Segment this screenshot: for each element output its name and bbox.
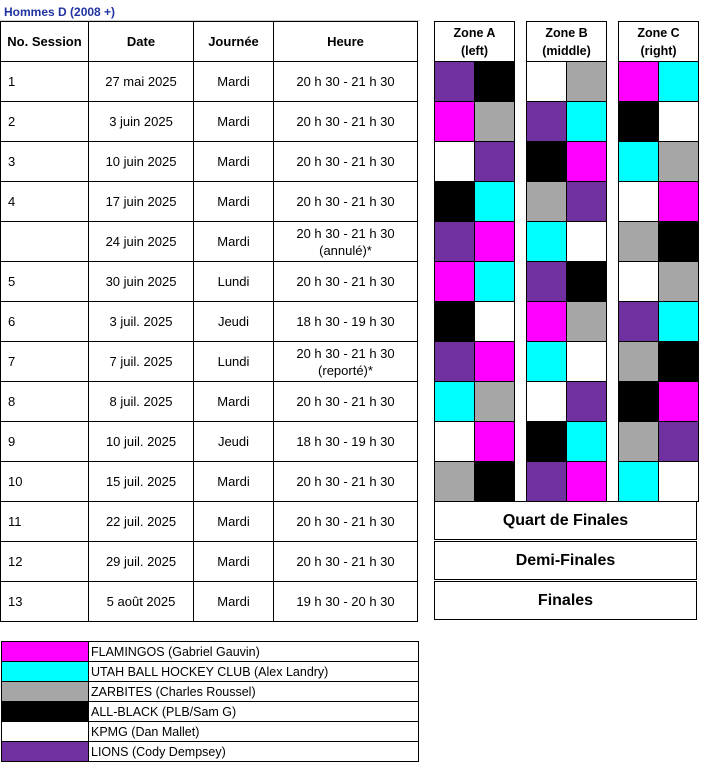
team-color-cell-zarbites xyxy=(619,222,659,262)
session-time-range: 20 h 30 - 21 h 30 xyxy=(296,554,395,569)
session-date: 29 juil. 2025 xyxy=(89,542,194,582)
team-color-cell-flamingos xyxy=(527,302,567,342)
team-color-cell-kpmg xyxy=(475,302,515,342)
session-time-range: 20 h 30 - 21 h 30 xyxy=(296,345,395,361)
header-time: Heure xyxy=(274,22,418,62)
zone-b-table xyxy=(526,21,607,502)
zone-row xyxy=(435,62,515,102)
session-day: Lundi xyxy=(194,262,274,302)
session-time-range: 20 h 30 - 21 h 30 xyxy=(296,194,395,209)
phase-banner: Finales xyxy=(434,581,697,620)
zone-row xyxy=(527,302,607,342)
schedule-row xyxy=(1,502,418,542)
session-time-note: (reporté)* xyxy=(318,362,373,378)
zone-row xyxy=(619,142,699,182)
team-color-cell-flamingos xyxy=(475,422,515,462)
session-time xyxy=(274,62,418,102)
team-color-cell-zarbites xyxy=(659,262,699,302)
zone-row xyxy=(527,342,607,382)
team-color-cell-utah xyxy=(619,462,659,502)
zone-row xyxy=(527,462,607,502)
zone-row xyxy=(619,62,699,102)
zone-b-title: Zone B xyxy=(545,25,588,40)
session-day: Mardi xyxy=(194,182,274,222)
zone-b-subtitle: (middle) xyxy=(542,43,591,58)
zone-row xyxy=(619,462,699,502)
team-color-cell-kpmg xyxy=(435,142,475,182)
team-color-cell-allblack xyxy=(527,142,567,182)
zone-row xyxy=(435,342,515,382)
zone-row xyxy=(435,182,515,222)
zone-row xyxy=(527,142,607,182)
legend-label: UTAH BALL HOCKEY CLUB (Alex Landry) xyxy=(89,662,419,682)
session-time-range: 20 h 30 - 21 h 30 xyxy=(296,514,395,529)
team-color-cell-zarbites xyxy=(527,182,567,222)
session-number: 7 xyxy=(1,342,89,382)
team-color-cell-allblack xyxy=(527,422,567,462)
zone-a-subtitle: (left) xyxy=(460,43,489,58)
zone-row xyxy=(619,422,699,462)
session-day: Mardi xyxy=(194,102,274,142)
team-color-cell-utah xyxy=(475,182,515,222)
schedule-title: Hommes D (2008 +) xyxy=(4,5,116,19)
zone-row xyxy=(527,382,607,422)
team-color-cell-flamingos xyxy=(435,262,475,302)
team-color-cell-utah xyxy=(435,382,475,422)
team-color-cell-kpmg xyxy=(567,222,607,262)
session-time xyxy=(274,422,418,462)
session-number: 6 xyxy=(1,302,89,342)
zone-row xyxy=(435,382,515,422)
session-time-range: 18 h 30 - 19 h 30 xyxy=(296,434,395,449)
session-number: 10 xyxy=(1,462,89,502)
zone-row xyxy=(619,182,699,222)
team-color-cell-zarbites xyxy=(475,102,515,142)
team-color-cell-kpmg xyxy=(659,102,699,142)
session-date: 10 juin 2025 xyxy=(89,142,194,182)
session-date: 24 juin 2025 xyxy=(89,222,194,262)
zone-row xyxy=(619,382,699,422)
zone-row xyxy=(527,422,607,462)
team-color-cell-zarbites xyxy=(619,342,659,382)
session-time-range: 20 h 30 - 21 h 30 xyxy=(296,394,395,409)
zone-row xyxy=(527,102,607,142)
team-color-cell-allblack xyxy=(619,382,659,422)
schedule-row xyxy=(1,262,418,302)
team-color-cell-flamingos xyxy=(435,102,475,142)
legend-row xyxy=(2,742,419,762)
session-time-note: (annulé)* xyxy=(319,242,372,258)
schedule-row xyxy=(1,102,418,142)
team-color-cell-flamingos xyxy=(475,222,515,262)
legend-swatch-utah xyxy=(2,662,89,682)
phase-banner: Demi-Finales xyxy=(434,541,697,580)
session-time-range: 19 h 30 - 20 h 30 xyxy=(296,594,395,609)
legend-row xyxy=(2,642,419,662)
session-number: 9 xyxy=(1,422,89,462)
team-color-cell-kpmg xyxy=(619,262,659,302)
session-time-range: 20 h 30 - 21 h 30 xyxy=(296,74,395,89)
team-color-cell-allblack xyxy=(567,262,607,302)
session-number: 13 xyxy=(1,582,89,622)
zone-row xyxy=(435,222,515,262)
team-color-cell-utah xyxy=(567,102,607,142)
session-time-range: 20 h 30 - 21 h 30 xyxy=(296,114,395,129)
team-color-cell-kpmg xyxy=(527,382,567,422)
team-color-cell-allblack xyxy=(619,102,659,142)
schedule-row xyxy=(1,302,418,342)
legend-swatch-allblack xyxy=(2,702,89,722)
zone-a-header xyxy=(435,22,515,62)
zone-row xyxy=(435,462,515,502)
session-day: Mardi xyxy=(194,142,274,182)
zone-row xyxy=(435,102,515,142)
legend-label: FLAMINGOS (Gabriel Gauvin) xyxy=(89,642,419,662)
team-color-cell-allblack xyxy=(659,222,699,262)
team-color-cell-flamingos xyxy=(475,342,515,382)
team-color-cell-utah xyxy=(527,342,567,382)
zone-row xyxy=(619,342,699,382)
session-day: Mardi xyxy=(194,222,274,262)
team-color-cell-lions xyxy=(567,182,607,222)
legend-swatch-zarbites xyxy=(2,682,89,702)
schedule-row xyxy=(1,422,418,462)
session-time xyxy=(274,262,418,302)
session-number: 1 xyxy=(1,62,89,102)
session-time xyxy=(274,302,418,342)
zone-row xyxy=(527,222,607,262)
session-time xyxy=(274,182,418,222)
session-day: Mardi xyxy=(194,582,274,622)
team-color-cell-lions xyxy=(435,62,475,102)
header-day: Journée xyxy=(194,22,274,62)
legend-label: ZARBITES (Charles Roussel) xyxy=(89,682,419,702)
session-day: Jeudi xyxy=(194,302,274,342)
team-color-cell-flamingos xyxy=(567,142,607,182)
team-color-cell-flamingos xyxy=(659,182,699,222)
session-day: Lundi xyxy=(194,342,274,382)
team-color-cell-zarbites xyxy=(619,422,659,462)
legend-swatch-kpmg xyxy=(2,722,89,742)
session-time xyxy=(274,382,418,422)
team-color-cell-zarbites xyxy=(567,62,607,102)
session-number: 8 xyxy=(1,382,89,422)
session-number: 12 xyxy=(1,542,89,582)
session-time xyxy=(274,222,418,262)
schedule-row xyxy=(1,62,418,102)
session-number: 4 xyxy=(1,182,89,222)
team-color-cell-kpmg xyxy=(659,462,699,502)
session-time xyxy=(274,502,418,542)
schedule-header-row xyxy=(1,22,418,62)
zone-row xyxy=(435,422,515,462)
session-number: 2 xyxy=(1,102,89,142)
team-color-cell-lions xyxy=(475,142,515,182)
team-color-cell-zarbites xyxy=(435,462,475,502)
session-date: 10 juil. 2025 xyxy=(89,422,194,462)
zone-a-table xyxy=(434,21,515,502)
session-time xyxy=(274,462,418,502)
team-color-cell-lions xyxy=(659,422,699,462)
session-time-range: 20 h 30 - 21 h 30 xyxy=(296,474,395,489)
header-session: No. Session xyxy=(1,22,89,62)
schedule-body xyxy=(1,62,418,622)
zone-row xyxy=(619,262,699,302)
schedule-table xyxy=(0,21,418,622)
schedule-row xyxy=(1,342,418,382)
schedule-row xyxy=(1,142,418,182)
zone-row xyxy=(527,262,607,302)
team-color-cell-allblack xyxy=(435,182,475,222)
team-color-cell-kpmg xyxy=(567,342,607,382)
schedule-row xyxy=(1,182,418,222)
session-number: 11 xyxy=(1,502,89,542)
phase-banner: Quart de Finales xyxy=(434,501,697,540)
session-time xyxy=(274,102,418,142)
session-time xyxy=(274,342,418,382)
zone-row xyxy=(435,262,515,302)
team-color-cell-utah xyxy=(619,142,659,182)
zone-c-header xyxy=(619,22,699,62)
team-color-cell-utah xyxy=(475,262,515,302)
zone-row xyxy=(619,222,699,262)
team-color-cell-kpmg xyxy=(619,182,659,222)
schedule-row xyxy=(1,462,418,502)
team-color-cell-lions xyxy=(567,382,607,422)
session-number: 3 xyxy=(1,142,89,182)
team-color-cell-utah xyxy=(567,422,607,462)
zone-row xyxy=(619,102,699,142)
session-date: 5 août 2025 xyxy=(89,582,194,622)
team-color-cell-utah xyxy=(659,302,699,342)
zone-row xyxy=(527,62,607,102)
zone-row xyxy=(435,142,515,182)
legend-row xyxy=(2,722,419,742)
legend-row xyxy=(2,662,419,682)
zone-row xyxy=(527,182,607,222)
team-color-cell-flamingos xyxy=(659,382,699,422)
team-color-cell-flamingos xyxy=(619,62,659,102)
team-color-cell-lions xyxy=(527,462,567,502)
legend-label: LIONS (Cody Dempsey) xyxy=(89,742,419,762)
team-color-cell-zarbites xyxy=(659,142,699,182)
schedule-row xyxy=(1,382,418,422)
team-color-cell-allblack xyxy=(659,342,699,382)
team-color-cell-utah xyxy=(527,222,567,262)
team-color-cell-zarbites xyxy=(475,382,515,422)
zone-row xyxy=(619,302,699,342)
zone-row xyxy=(435,302,515,342)
team-color-cell-allblack xyxy=(435,302,475,342)
team-color-cell-flamingos xyxy=(567,462,607,502)
session-time-range: 20 h 30 - 21 h 30 xyxy=(296,154,395,169)
zone-c-table xyxy=(618,21,699,502)
session-day: Mardi xyxy=(194,62,274,102)
legend-label: KPMG (Dan Mallet) xyxy=(89,722,419,742)
schedule-row xyxy=(1,542,418,582)
team-color-cell-allblack xyxy=(475,62,515,102)
header-date: Date xyxy=(89,22,194,62)
session-day: Jeudi xyxy=(194,422,274,462)
zone-c-title: Zone C xyxy=(637,25,680,40)
session-date: 7 juil. 2025 xyxy=(89,342,194,382)
session-time xyxy=(274,142,418,182)
session-time xyxy=(274,542,418,582)
team-color-cell-allblack xyxy=(475,462,515,502)
session-date: 8 juil. 2025 xyxy=(89,382,194,422)
team-color-cell-lions xyxy=(527,262,567,302)
zone-c-subtitle: (right) xyxy=(640,43,677,58)
team-color-cell-lions xyxy=(435,342,475,382)
session-time-range: 20 h 30 - 21 h 30 xyxy=(296,225,395,241)
session-time xyxy=(274,582,418,622)
legend-swatch-lions xyxy=(2,742,89,762)
session-time-range: 20 h 30 - 21 h 30 xyxy=(296,274,395,289)
team-color-cell-kpmg xyxy=(435,422,475,462)
session-number xyxy=(1,222,89,262)
session-date: 27 mai 2025 xyxy=(89,62,194,102)
session-day: Mardi xyxy=(194,502,274,542)
team-color-cell-lions xyxy=(435,222,475,262)
legend-swatch-flamingos xyxy=(2,642,89,662)
team-color-cell-kpmg xyxy=(527,62,567,102)
session-date: 17 juin 2025 xyxy=(89,182,194,222)
legend-label: ALL-BLACK (PLB/Sam G) xyxy=(89,702,419,722)
session-day: Mardi xyxy=(194,462,274,502)
session-date: 15 juil. 2025 xyxy=(89,462,194,502)
session-date: 30 juin 2025 xyxy=(89,262,194,302)
session-number: 5 xyxy=(1,262,89,302)
legend-row xyxy=(2,682,419,702)
legend-row xyxy=(2,702,419,722)
session-date: 22 juil. 2025 xyxy=(89,502,194,542)
session-date: 3 juil. 2025 xyxy=(89,302,194,342)
team-color-cell-zarbites xyxy=(567,302,607,342)
zone-b-header xyxy=(527,22,607,62)
schedule-row xyxy=(1,222,418,262)
session-day: Mardi xyxy=(194,382,274,422)
schedule-row xyxy=(1,582,418,622)
session-time-range: 18 h 30 - 19 h 30 xyxy=(296,314,395,329)
team-color-cell-utah xyxy=(659,62,699,102)
team-color-cell-lions xyxy=(619,302,659,342)
session-date: 3 juin 2025 xyxy=(89,102,194,142)
session-day: Mardi xyxy=(194,542,274,582)
team-legend xyxy=(1,641,419,762)
zone-a-title: Zone A xyxy=(453,25,496,40)
team-color-cell-lions xyxy=(527,102,567,142)
